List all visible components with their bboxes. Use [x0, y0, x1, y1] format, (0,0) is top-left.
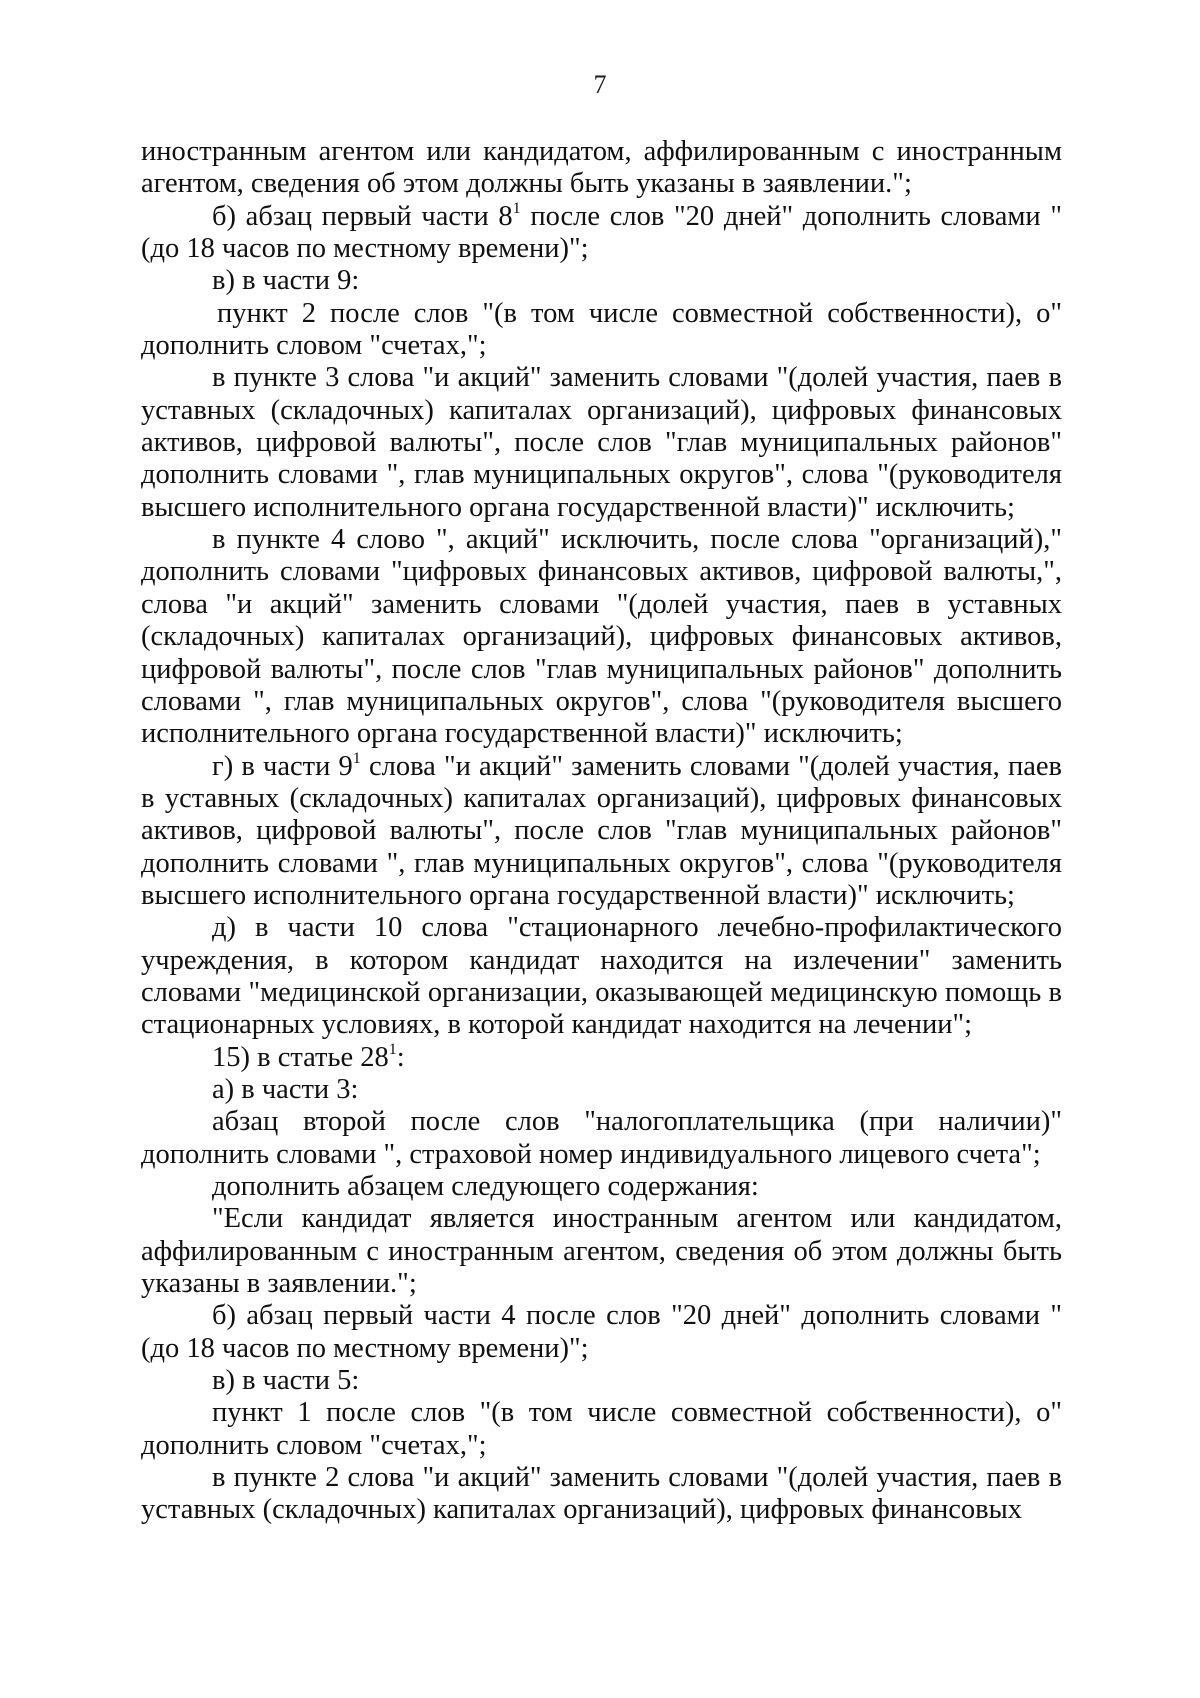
paragraph: 15) в статье $28^1$: [212, 1041, 405, 1073]
paragraph: абзац второй после слов "налогоплательщика (при наличии)" дополнить словами ", страховой номер индивидуального лицевого счета"; [141, 1106, 1062, 1170]
paragraph: пункт 1 после слов "(в том числе совместной собственности), о" дополнить словом "счетах,"; [141, 1397, 1062, 1461]
paragraph: "Если кандидат является иностранным агентом или кандидатом, аффилированным с иностранным агентом, сведения об этом должны быть указаны в заявлении."; [141, 1203, 1062, 1300]
paragraph: б) абзац первый части $8^1$ после слов "20 дней" дополнить словами "(до 18 часов по местному времени)"; [141, 200, 1062, 265]
paragraph: иностранным агентом или кандидатом, аффилированным с иностранным агентом, сведения об этом должны быть указаны в заявлении."; [141, 136, 1062, 200]
superscript: 1 [352, 750, 361, 768]
paragraph: в пункте 4 слово ", акций" исключить, после слова "организаций)," дополнить словами "цифровых финансовых активов, цифровой валюты,", слова "и акций" заменить словами "(долей участия, паев в уставных (складочных) капиталах организаций), цифровых финансовых активов, цифровой валюты", после слов "глав муниципальных районов" дополнить словами ", глав муниципальных округов", слова "(руководителя высшего исполнительного органа государственной власти)" исключить; [141, 524, 1062, 750]
superscript: 1 [388, 1041, 397, 1059]
paragraph: дополнить абзацем следующего содержания: [212, 1171, 759, 1202]
paragraph: г) в части $9^1$ слова "и акций" заменить словами "(долей участия, паев в уставных (складочных) капиталах организаций), цифровых финансовых активов, цифровой валюты", после слов "глав муниципальных районов" дополнить словами ", глав муниципальных округов", слова "(руководителя высшего исполнительного органа государственной власти)" исключить; [141, 750, 1062, 911]
paragraph: в) в части 9: [212, 265, 360, 297]
paragraph: пункт 2 после слов "(в том числе совместной собственности), о" дополнить словом "счетах,"; [141, 297, 1062, 362]
paragraph: в пункте 3 слова "и акций" заменить словами "(долей участия, паев в уставных (складочных) капиталах организаций), цифровых финансовых активов, цифровой валюты", после слов "глав муниципальных районов" дополнить словами ", глав муниципальных округов", слова "(руководителя высшего исполнительного органа государственной власти)" исключить; [141, 362, 1062, 523]
page-number: 7 [593, 70, 607, 99]
paragraph: а) в части 3: [212, 1073, 359, 1105]
superscript: 1 [512, 200, 521, 218]
paragraph: в) в части 5: [212, 1365, 360, 1397]
paragraph: в пункте 2 слова "и акций" заменить словами "(долей участия, паев в уставных (складочных) капиталах организаций), цифровых финансовых [141, 1462, 1062, 1526]
document-body [141, 136, 1062, 1527]
paragraph: б) абзац первый части 4 после слов "20 дней" дополнить словами "(до 18 часов по местному времени)"; [141, 1300, 1062, 1364]
paragraph: д) в части 10 слова "стационарного лечебно-профилактического учреждения, в котором кандидат находится на излечении" заменить словами "медицинской организации, оказывающей медицинскую помощь в стационарных условиях, в которой кандидат находится на лечении"; [141, 912, 1062, 1041]
